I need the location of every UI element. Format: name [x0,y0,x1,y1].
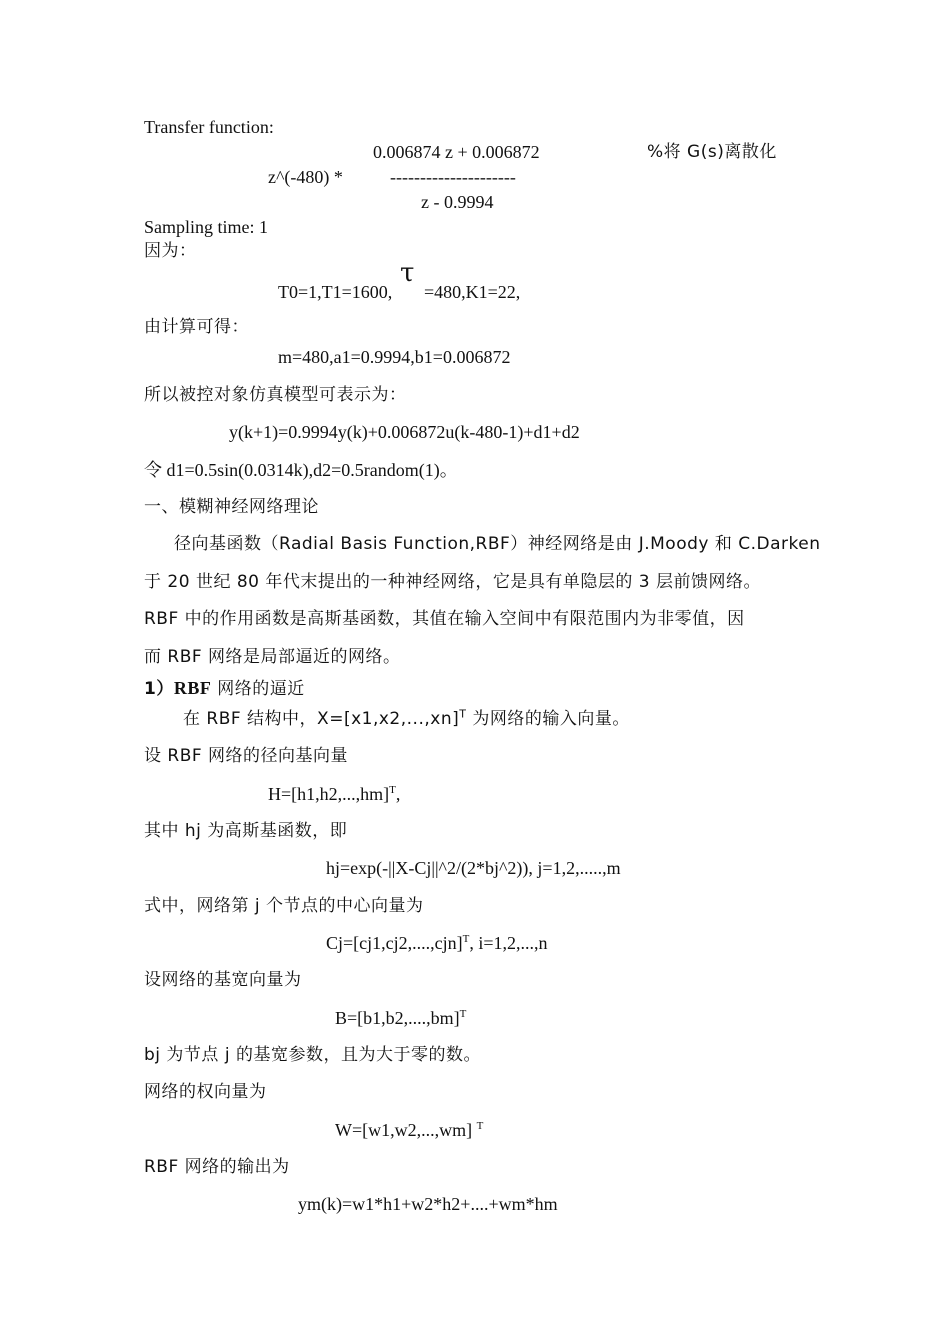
base-width-text: B=[b1,b2,....,bm] [335,1008,460,1028]
weight-vector-label: 网络的权向量为 [144,1082,267,1102]
paragraph-line-3: RBF 中的作用函数是高斯基函数，其值在输入空间中有限范围内为非零值，因 [144,609,745,629]
subsection-number: 1） [144,679,174,699]
output-label: RBF 网络的输出为 [144,1157,290,1177]
tf-denominator: z - 0.9994 [421,192,494,212]
sampling-time: Sampling time: 1 [144,217,268,237]
computed-label: 由计算可得： [144,317,249,337]
paragraph-line-4: 而 RBF 网络是局部逼近的网络。 [144,647,401,667]
input-vector-tail: 为网络的输入向量。 [466,709,630,729]
computed-values: m=480,a1=0.9994,b1=0.006872 [278,347,511,367]
base-width-transpose: T [459,1008,467,1020]
paragraph-line-2: 于 20 世纪 80 年代末提出的一种神经网络，它是具有单隐层的 3 层前馈网络。 [144,572,762,592]
bj-description: bj 为节点 j 的基宽参数，且为大于零的数。 [144,1045,481,1065]
param-values-prefix: T0=1,T1=1600, [278,282,393,302]
base-width-equation [335,1007,466,1029]
radial-vector-tail: , [395,784,401,804]
input-vector-line [183,708,630,730]
input-vector-transpose: T [459,707,467,721]
center-vector-text: Cj=[cj1,cj2,....,cjn] [326,933,463,953]
subsection-heading [144,677,305,700]
subsection-title-rest: 网络的逼近 [211,679,305,699]
tf-fraction-bar: --------------------- [390,167,516,187]
gaussian-label: 其中 hj 为高斯基函数，即 [144,821,348,841]
center-vector-transpose: T [462,933,470,945]
weight-vector-text: W=[w1,w2,...,wm] [335,1120,477,1140]
tf-numerator: 0.006874 z + 0.006872 [373,142,540,162]
param-values-suffix: =480,K1=22, [424,282,521,302]
weight-vector-equation [335,1119,483,1141]
radial-vector-label: 设 RBF 网络的径向基向量 [144,746,349,766]
gaussian-equation: hj=exp(-||X-Cj||^2/(2*bj^2)), j=1,2,.....,m [326,858,621,878]
tau-symbol: τ [400,258,415,288]
center-vector-equation [326,932,548,954]
paragraph-line-1: 径向基函数（Radial Basis Function,RBF）神经网络是由 J.Moody 和 C.Darken [174,534,821,554]
disturbance-definition [144,459,458,481]
because-label: 因为： [144,241,197,261]
weight-vector-transpose: T [476,1120,484,1132]
input-vector-text: 在 RBF 结构中，X=[x1,x2,...,xn] [183,709,460,729]
radial-vector-transpose: T [389,784,396,796]
tf-delay: z^(-480) * [268,167,343,187]
tf-note: %将 G(s)离散化 [647,142,777,162]
disturbance-text: 令 d1=0.5sin(0.0314k),d2=0.5random(1)。 [144,460,458,480]
subsection-title-bold: RBF [173,678,212,698]
radial-vector-text: H=[h1,h2,...,hm] [268,784,390,804]
model-label: 所以被控对象仿真模型可表示为： [144,385,407,405]
tf-heading: Transfer function: [144,117,274,137]
radial-vector-equation [268,783,400,805]
section-heading: 一、模糊神经网络理论 [144,497,319,517]
center-vector-label: 式中，网络第 j 个节点的中心向量为 [144,896,424,916]
base-width-label: 设网络的基宽向量为 [144,970,302,990]
model-equation: y(k+1)=0.9994y(k)+0.006872u(k-480-1)+d1+d2 [229,422,580,442]
output-equation: ym(k)=w1*h1+w2*h2+....+wm*hm [298,1194,558,1214]
center-vector-tail: , i=1,2,...,n [469,933,548,953]
